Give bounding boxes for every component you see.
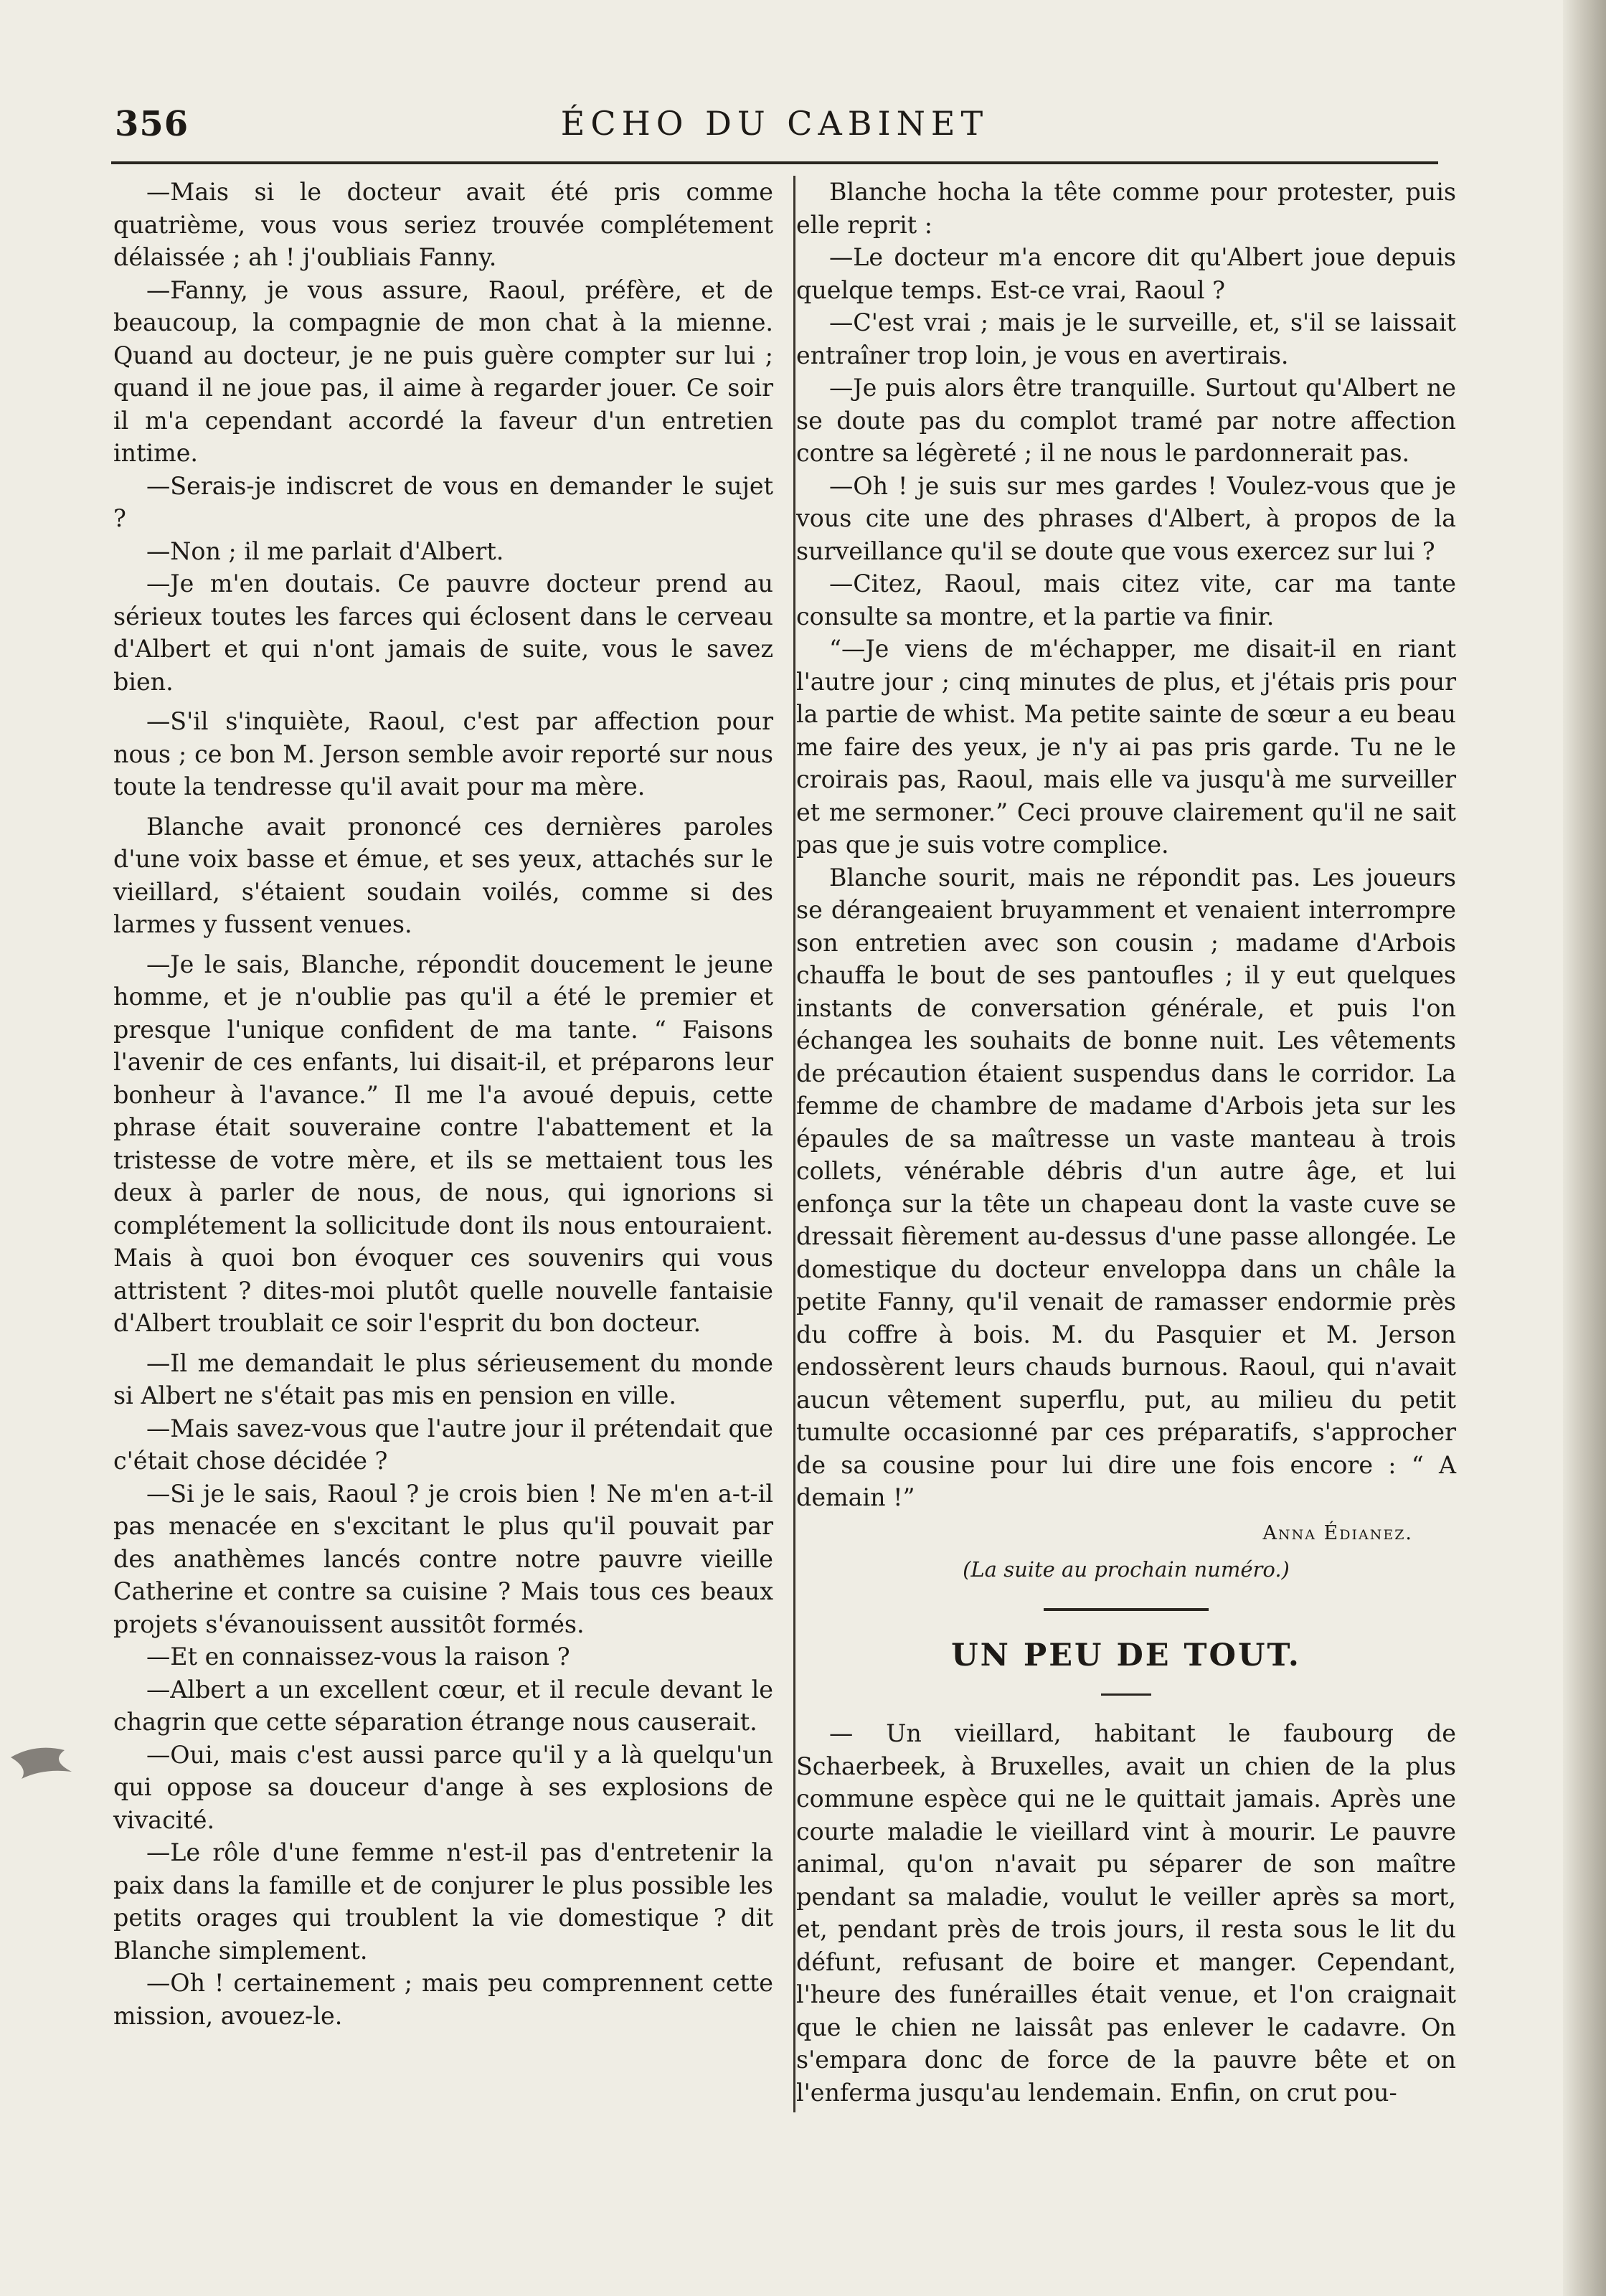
paragraph: —Mais si le docteur avait été pris comme quatrième, vous vous seriez trouvée complétement délaissée ; ah ! j'oubliais Fanny. <box>113 178 773 271</box>
column-divider <box>793 176 795 2112</box>
paragraph: Blanche hocha la tête comme pour protester, puis elle reprit : <box>796 178 1456 239</box>
paragraph: —Fanny, je vous assure, Raoul, préfère, et de beaucoup, la compagnie de mon chat à la mienne. Quand au docteur, je ne puis guère compter sur lui ; quand il ne joue pas, il aime à regarder jouer. Ce soir il m'a cependant accordé la faveur d'un entretien intime. <box>113 275 773 467</box>
paragraph: —Oh ! certainement ; mais peu comprennent cette mission, avouez-le. <box>113 1969 773 2030</box>
page-edge <box>1563 0 1606 2296</box>
paragraph: —Je puis alors être tranquille. Surtout qu'Albert ne se doute pas du complot tramé par notre affection contre sa légèreté ; il ne nous le pardonnerait pas. <box>796 374 1456 467</box>
paragraph: —Albert a un excellent cœur, et il recule devant le chagrin que cette séparation étrange nous causerait. <box>113 1675 773 1736</box>
paragraph: —C'est vrai ; mais je le surveille, et, s'il se laissait entraîner trop loin, je vous en avertirais. <box>796 308 1456 369</box>
paragraph: —Mais savez-vous que l'autre jour il prétendait que c'était chose décidée ? <box>113 1414 773 1475</box>
paragraph: Blanche avait prononcé ces dernières paroles d'une voix basse et émue, et ses yeux, attachés sur le vieillard, s'étaient soudain voilés, comme si des larmes y fussent venues. <box>113 812 773 938</box>
paragraph: —Serais-je indiscret de vous en demander le sujet ? <box>113 471 773 532</box>
paragraph: — Un vieillard, habitant le faubourg de Schaerbeek, à Bruxelles, avait un chien de la plus commune espèce qui ne le quittait jamais. Après une courte maladie le vieillard vint à mourir. Le pauvre animal, qu'on n'avait pu séparer de son maître pendant sa maladie, voulut le veiller après sa mort, et, pendant près de trois jours, il resta sous le lit du défunt, refusant de boire et manger. Cependant, l'heure des funérailles était venue, et l'on craignait que le chien ne laissât pas enlever le cadavre. On s'empara donc de force de la pauvre bête et on l'enferma jusqu'au lendemain. Enfin, on crut pou- <box>796 1719 1456 2107</box>
right-column <box>796 176 1456 2109</box>
page-header <box>115 104 1435 147</box>
section-rule <box>1044 1608 1209 1611</box>
paragraph: —Il me demandait le plus sérieusement du monde si Albert ne s'était pas mis en pension en ville. <box>113 1348 773 1409</box>
paragraph: —Oui, mais c'est aussi parce qu'il y a là quelqu'un qui oppose sa douceur d'ange à ses explosions de vivacité. <box>113 1740 773 1834</box>
left-column <box>113 176 773 2032</box>
paragraph: —Oh ! je suis sur mes gardes ! Voulez-vous que je vous cite une des phrases d'Albert, à propos de la surveillance qu'il se doute que vous exercez sur lui ? <box>796 471 1456 565</box>
header-rule <box>111 161 1438 164</box>
running-title: ÉCHO DU CABINET <box>560 104 989 143</box>
author-signature: Anna Édianez. <box>1262 1521 1413 1544</box>
ink-smudge <box>7 1729 93 1786</box>
paragraph: —Je le sais, Blanche, répondit doucement le jeune homme, et je n'oublie pas qu'il a été le premier et presque l'unique confident de ma tante. “ Faisons l'avenir de ces enfants, lui disait-il, et préparons leur bonheur à l'avance.” Il me l'a avoué depuis, cette phrase était souveraine contre l'abattement et la tristesse de votre mère, et ils se mettaient tous les deux à parler de nous, de nous, qui ignorions si complétement la sollicitude dont ils nous entouraient. Mais à quoi bon évoquer ces souvenirs qui vous attristent ? dites-moi plutôt quelle nouvelle fantaisie d'Albert troublait ce soir l'esprit du bon docteur. <box>113 950 773 1337</box>
paragraph: —Citez, Raoul, mais citez vite, car ma tante consulte sa montre, et la partie va finir. <box>796 570 1456 630</box>
paragraph: —Le rôle d'une femme n'est-il pas d'entretenir la paix dans la famille et de conjurer le plus possible les petits orages qui troublent la vie domestique ? dit Blanche simplement. <box>113 1838 773 1965</box>
section-sub-rule <box>1101 1693 1151 1696</box>
paragraph: —Et en connaissez-vous la raison ? <box>146 1643 570 1671</box>
paragraph: —Le docteur m'a encore dit qu'Albert joue depuis quelque temps. Est-ce vrai, Raoul ? <box>796 243 1456 304</box>
paragraph: Blanche sourit, mais ne répondit pas. Les joueurs se dérangeaient bruyamment et venaient interrompre son entretien avec son cousin ; madame d'Arbois chauffa le bout de ses pantoufles ; il y eut quelques instants de conversation générale, et puis l'on échangea les souhaits de bonne nuit. Les vêtements de précaution étaient suspendus dans le corridor. La femme de chambre de madame d'Arbois jeta sur les épaules de sa maîtresse un vaste manteau à trois collets, vénérable débris d'un autre âge, et lui enfonça sur la tête un chapeau dont la vaste cuve se dressait fièrement au-dessus d'une passe allongée. Le domestique du docteur enveloppa dans un châle la petite Fanny, qu'il venait de ramasser endormie près du coffre à bois. M. du Pasquier et M. Jerson endossèrent leurs chauds burnous. Raoul, qui n'avait aucun vêtement superflu, put, au milieu du petit tumulte occasionné par ces préparatifs, s'approcher de sa cousine pour lui dire une fois encore : “ A demain !” <box>796 863 1456 1511</box>
paragraph: “—Je viens de m'échapper, me disait-il en riant l'autre jour ; cinq minutes de plus, et j'étais pris pour la partie de whist. Ma petite sainte de sœur a eu beau me faire des yeux, je n'y ai pas pris garde. Tu ne le croirais pas, Raoul, mais elle va jusqu'à me surveiller et me sermoner.” Ceci prouve clairement qu'il ne sait pas que je suis votre complice. <box>796 635 1456 859</box>
section-title: UN PEU DE TOUT. <box>951 1637 1301 1673</box>
paragraph: —Si je le sais, Raoul ? je crois bien ! Ne m'en a-t-il pas menacée en s'excitant le plus qu'il pouvait par des anathèmes lancés contre notre pauvre vieille Catherine et contre sa cuisine ? Mais tous ces beaux projets s'évanouissent aussitôt formés. <box>113 1479 773 1638</box>
paragraph: —S'il s'inquiète, Raoul, c'est par affection pour nous ; ce bon M. Jerson semble avoir reporté sur nous toute la tendresse qu'il avait pour ma mère. <box>113 707 773 800</box>
continued-note: (La suite au prochain numéro.) <box>963 1557 1290 1582</box>
paragraph: —Je m'en doutais. Ce pauvre docteur prend au sérieux toutes les farces qui éclosent dans le cerveau d'Albert et qui n'ont jamais de suite, vous le savez bien. <box>113 570 773 696</box>
page-number: 356 <box>115 104 189 144</box>
paragraph: —Non ; il me parlait d'Albert. <box>146 537 504 565</box>
